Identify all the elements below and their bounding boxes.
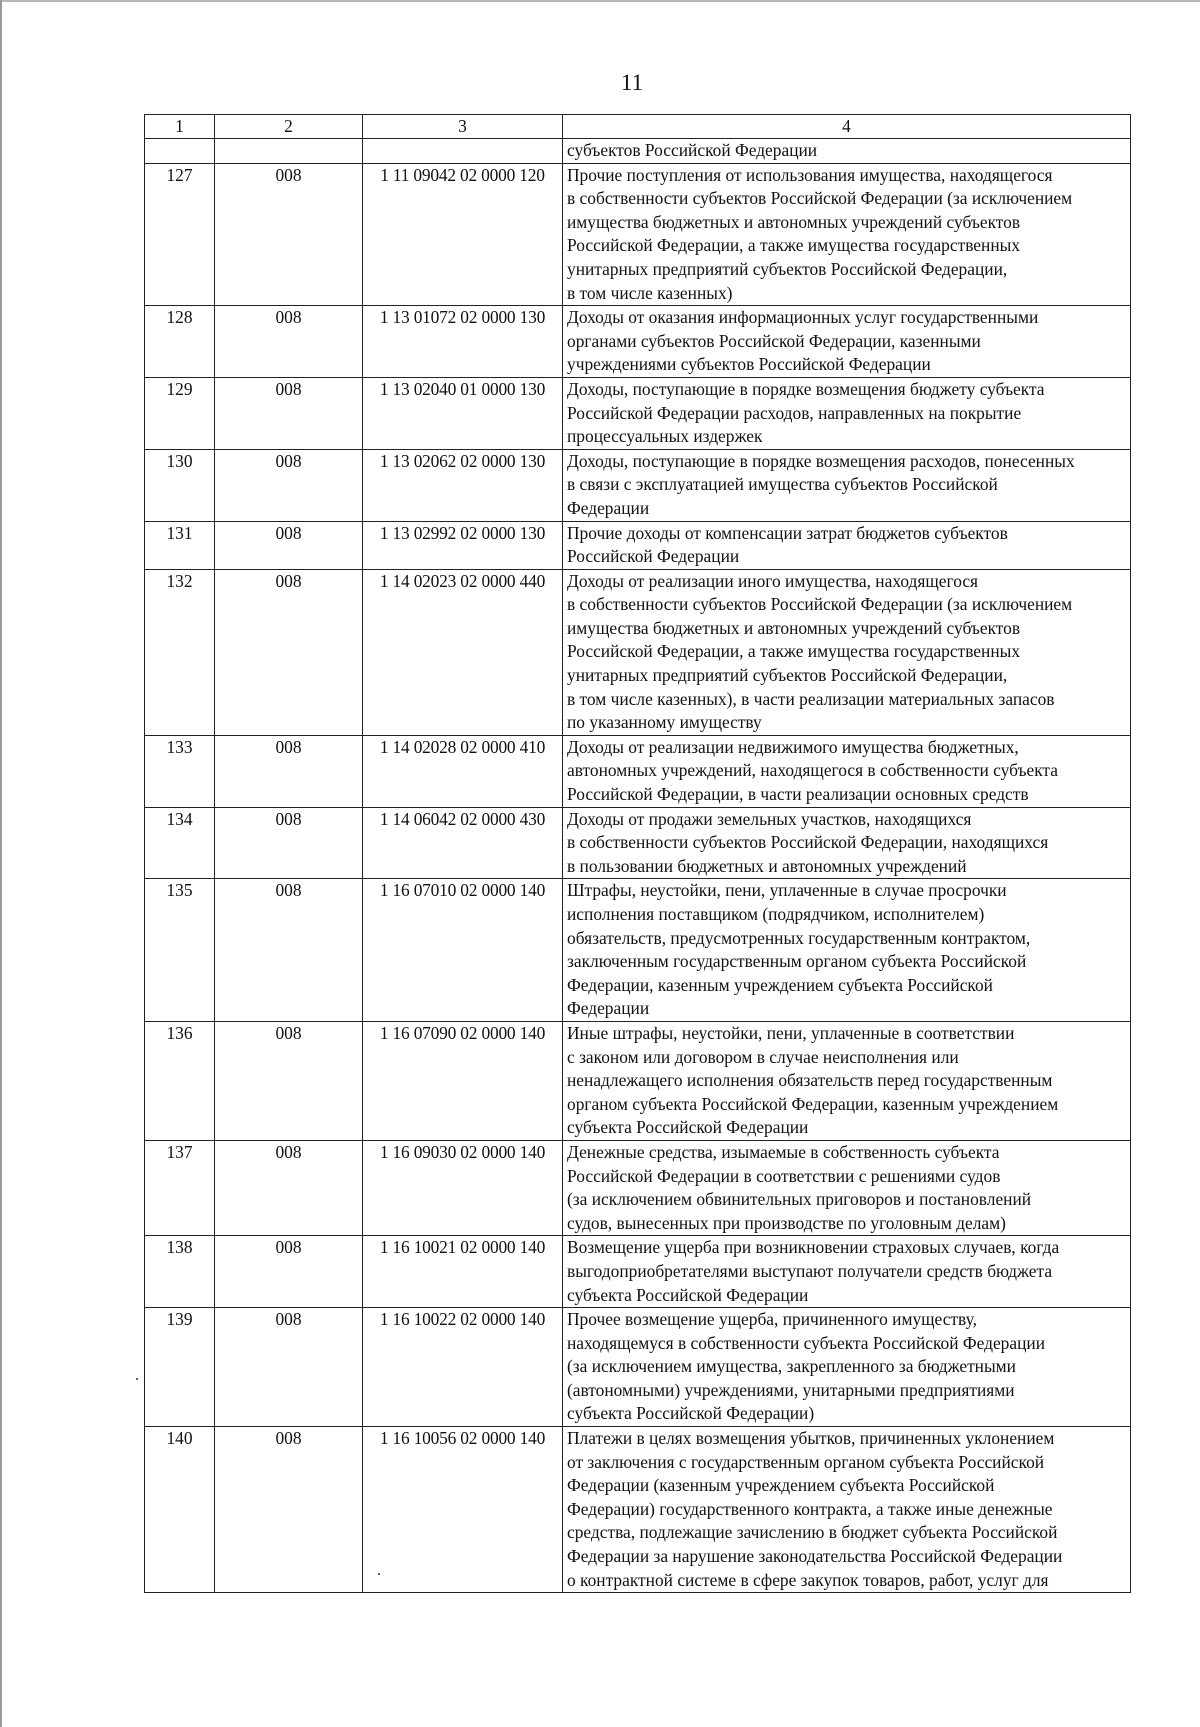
- admin-code-cell: 008: [215, 735, 363, 807]
- column-header-3: 3: [363, 115, 563, 139]
- table-header-row: [145, 115, 1131, 139]
- budget-code-cell: 1 16 07090 02 0000 140: [363, 1021, 563, 1140]
- budget-code-cell: 1 14 02023 02 0000 440: [363, 569, 563, 735]
- row-number-cell: 129: [145, 377, 215, 449]
- budget-code-cell: 1 16 07010 02 0000 140: [363, 879, 563, 1022]
- budget-code-cell: 1 13 02062 02 0000 130: [363, 449, 563, 521]
- continuation-num-cell: [145, 139, 215, 164]
- row-number-cell: 140: [145, 1427, 215, 1593]
- revenue-description-cell: Возмещение ущерба при возникновении страховых случаев, когда выгодоприобретателями выступают получатели средств бюджета субъекта Российской Федерации: [563, 1236, 1131, 1308]
- row-number-cell: 139: [145, 1308, 215, 1427]
- admin-code-cell: 008: [215, 1427, 363, 1593]
- admin-code-cell: 008: [215, 377, 363, 449]
- budget-code-cell: 1 16 10056 02 0000 140: [363, 1427, 563, 1593]
- row-number-cell: 137: [145, 1140, 215, 1235]
- budget-code-cell: 1 16 10022 02 0000 140: [363, 1308, 563, 1427]
- table-row: [145, 1140, 1131, 1235]
- budget-code-cell: 1 13 02040 01 0000 130: [363, 377, 563, 449]
- revenue-description-cell: Доходы от реализации недвижимого имущества бюджетных, автономных учреждений, находящегося в собственности субъекта Российской Федерации, в части реализации основных средств: [563, 735, 1131, 807]
- admin-code-cell: 008: [215, 521, 363, 569]
- table-row: [145, 1427, 1131, 1593]
- row-number-cell: 138: [145, 1236, 215, 1308]
- row-number-cell: 133: [145, 735, 215, 807]
- admin-code-cell: 008: [215, 1140, 363, 1235]
- continuation-row: [145, 139, 1131, 164]
- table-row: [145, 521, 1131, 569]
- admin-code-cell: 008: [215, 306, 363, 378]
- admin-code-cell: 008: [215, 163, 363, 306]
- row-number-cell: 132: [145, 569, 215, 735]
- table-row: [145, 377, 1131, 449]
- revenue-description-cell: Доходы, поступающие в порядке возмещения бюджету субъекта Российской Федерации расходов, направленных на покрытие процессуальных издержек: [563, 377, 1131, 449]
- admin-code-cell: 008: [215, 569, 363, 735]
- row-number-cell: 135: [145, 879, 215, 1022]
- revenue-description-cell: Прочее возмещение ущерба, причиненного имуществу, находящемуся в собственности субъекта Российской Федерации (за исключением имущества, закрепленного за бюджетными (автономными) учреждениями, унитарными предприятиями субъекта Российской Федерации): [563, 1308, 1131, 1427]
- admin-code-cell: 008: [215, 807, 363, 879]
- revenue-description-cell: Доходы от оказания информационных услуг государственными органами субъектов Российской Федерации, казенными учреждениями субъектов Российской Федерации: [563, 306, 1131, 378]
- budget-code-cell: 1 13 01072 02 0000 130: [363, 306, 563, 378]
- continuation-code-cell: [363, 139, 563, 164]
- column-header-1: 1: [145, 115, 215, 139]
- continuation-text: субъектов Российской Федерации: [563, 139, 1131, 164]
- table-row: [145, 1236, 1131, 1308]
- admin-code-cell: 008: [215, 449, 363, 521]
- budget-code-cell: 1 14 06042 02 0000 430: [363, 807, 563, 879]
- revenue-description-cell: Платежи в целях возмещения убытков, причиненных уклонением от заключения с государственным органом субъекта Российской Федерации (казенным учреждением субъекта Российской Федерации) государственного контракта, а также иные денежные средства, подлежащие зачислению в бюджет субъекта Российской Федерации за нарушение законодательства Российской Федерации о контрактной системе в сфере закупок товаров, работ, услуг для: [563, 1427, 1131, 1593]
- revenue-description-cell: Прочие поступления от использования имущества, находящегося в собственности субъектов Российской Федерации (за исключением имущества бюджетных и автономных учреждений субъектов Российской Федерации, а также имущества государственных унитарных предприятий субъектов Российской Федерации, в том числе казенных): [563, 163, 1131, 306]
- admin-code-cell: 008: [215, 1308, 363, 1427]
- scan-edge-left: [0, 0, 2, 1727]
- table-row: [145, 1308, 1131, 1427]
- budget-code-cell: 1 13 02992 02 0000 130: [363, 521, 563, 569]
- page-number: 11: [620, 70, 644, 95]
- column-header-4: 4: [563, 115, 1131, 139]
- table-row: [145, 879, 1131, 1022]
- column-header-2: 2: [215, 115, 363, 139]
- row-number-cell: 128: [145, 306, 215, 378]
- table-row: [145, 569, 1131, 735]
- budget-code-cell: 1 14 02028 02 0000 410: [363, 735, 563, 807]
- revenue-description-cell: Денежные средства, изымаемые в собственность субъекта Российской Федерации в соответствии с решениями судов (за исключением обвинительных приговоров и постановлений судов, вынесенных при производстве по уголовным делам): [563, 1140, 1131, 1235]
- revenue-description-cell: Доходы, поступающие в порядке возмещения расходов, понесенных в связи с эксплуатацией имущества субъектов Российской Федерации: [563, 449, 1131, 521]
- admin-code-cell: 008: [215, 1021, 363, 1140]
- revenue-description-cell: Штрафы, неустойки, пени, уплаченные в случае просрочки исполнения поставщиком (подрядчиком, исполнителем) обязательств, предусмотренных государственным контрактом, заключенным государственным органом субъекта Российской Федерации, казенным учреждением субъекта Российской Федерации: [563, 879, 1131, 1022]
- scan-edge-top: [0, 0, 1200, 2]
- revenue-description-cell: Прочие доходы от компенсации затрат бюджетов субъектов Российской Федерации: [563, 521, 1131, 569]
- table-row: [145, 449, 1131, 521]
- revenue-description-cell: Доходы от реализации иного имущества, находящегося в собственности субъектов Российской Федерации (за исключением имущества бюджетных и автономных учреждений субъектов Российской Федерации, а также имущества государственных унитарных предприятий субъектов Российской Федерации, в том числе казенных), в части реализации материальных запасов по указанному имуществу: [563, 569, 1131, 735]
- table-row: [145, 807, 1131, 879]
- budget-code-cell: 1 16 10021 02 0000 140: [363, 1236, 563, 1308]
- table-row: [145, 1021, 1131, 1140]
- table-row: [145, 163, 1131, 306]
- budget-code-cell: 1 16 09030 02 0000 140: [363, 1140, 563, 1235]
- budget-code-cell: 1 11 09042 02 0000 120: [363, 163, 563, 306]
- row-number-cell: 127: [145, 163, 215, 306]
- row-number-cell: 131: [145, 521, 215, 569]
- row-number-cell: 134: [145, 807, 215, 879]
- row-number-cell: 136: [145, 1021, 215, 1140]
- admin-code-cell: 008: [215, 1236, 363, 1308]
- stray-dot: [136, 1378, 138, 1380]
- revenue-description-cell: Доходы от продажи земельных участков, находящихся в собственности субъектов Российской Федерации, находящихся в пользовании бюджетных и автономных учреждений: [563, 807, 1131, 879]
- table-row: [145, 735, 1131, 807]
- admin-code-cell: 008: [215, 879, 363, 1022]
- continuation-admin-cell: [215, 139, 363, 164]
- revenue-codes-table: [144, 114, 1131, 1593]
- table-row: [145, 306, 1131, 378]
- row-number-cell: 130: [145, 449, 215, 521]
- stray-dot: [378, 1573, 380, 1575]
- revenue-description-cell: Иные штрафы, неустойки, пени, уплаченные в соответствии с законом или договором в случае неисполнения или ненадлежащего исполнения обязательств перед государственным органом субъекта Российской Федерации, казенным учреждением субъекта Российской Федерации: [563, 1021, 1131, 1140]
